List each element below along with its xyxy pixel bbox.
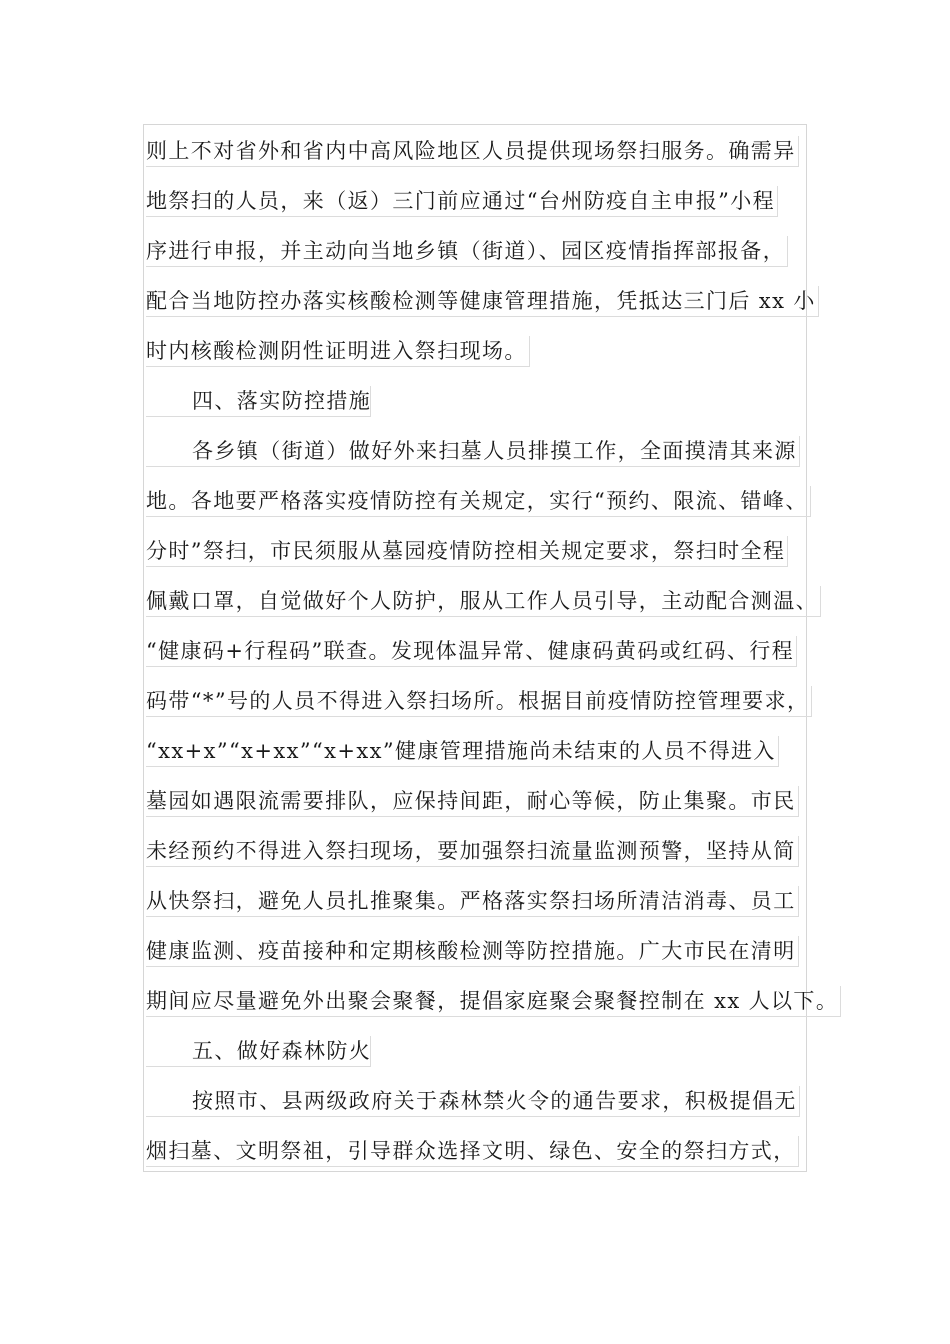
- text-line: 墓园如遇限流需要排队，应保持间距，耐心等候，防止集聚。市民: [146, 786, 799, 817]
- text-line: 则上不对省外和省内中高风险地区人员提供现场祭扫服务。确需异: [146, 136, 799, 167]
- text-line: 烟扫墓、文明祭祖，引导群众选择文明、绿色、安全的祭扫方式，: [146, 1136, 799, 1167]
- text-line: 按照市、县两级政府关于森林禁火令的通告要求，积极提倡无: [146, 1086, 800, 1117]
- section-heading: 四、落实防控措施: [146, 386, 371, 417]
- text-line: 配合当地防控办落实核酸检测等健康管理措施，凭抵达三门后 xx 小: [146, 286, 819, 317]
- text-line: 未经预约不得进入祭扫现场，要加强祭扫流量监测预警，坚持从简: [146, 836, 799, 867]
- text-line: 佩戴口罩，自觉做好个人防护，服从工作人员引导，主动配合测温、: [146, 586, 821, 617]
- text-line: 期间应尽量避免外出聚会聚餐，提倡家庭聚会聚餐控制在 xx 人以下。: [146, 986, 841, 1017]
- text-line: 时内核酸检测阴性证明进入祭扫现场。: [146, 336, 530, 367]
- text-line: 各乡镇（街道）做好外来扫墓人员排摸工作，全面摸清其来源: [146, 436, 800, 467]
- text-line: 健康监测、疫苗接种和定期核酸检测等防控措施。广大市民在清明: [146, 936, 799, 967]
- text-line: 分时”祭扫，市民须服从墓园疫情防控相关规定要求，祭扫时全程: [146, 536, 788, 567]
- section-heading: 五、做好森林防火: [146, 1036, 371, 1067]
- text-line: “健康码+行程码”联查。发现体温异常、健康码黄码或红码、行程: [146, 636, 797, 667]
- text-line: 序进行申报，并主动向当地乡镇（街道）、园区疫情指挥部报备，: [146, 236, 788, 267]
- text-line: 地。各地要严格落实疫情防控有关规定，实行“预约、限流、错峰、: [146, 486, 811, 517]
- text-line: 地祭扫的人员，来（返）三门前应通过“台州防疫自主申报”小程: [146, 186, 778, 217]
- text-line: “xx+x”“x+xx”“x+xx”健康管理措施尚未结束的人员不得进入: [146, 736, 779, 767]
- text-line: 码带“*”号的人员不得进入祭扫场所。根据目前疫情防控管理要求，: [146, 686, 812, 717]
- text-line: 从快祭扫，避免人员扎推聚集。严格落实祭扫场所清洁消毒、员工: [146, 886, 799, 917]
